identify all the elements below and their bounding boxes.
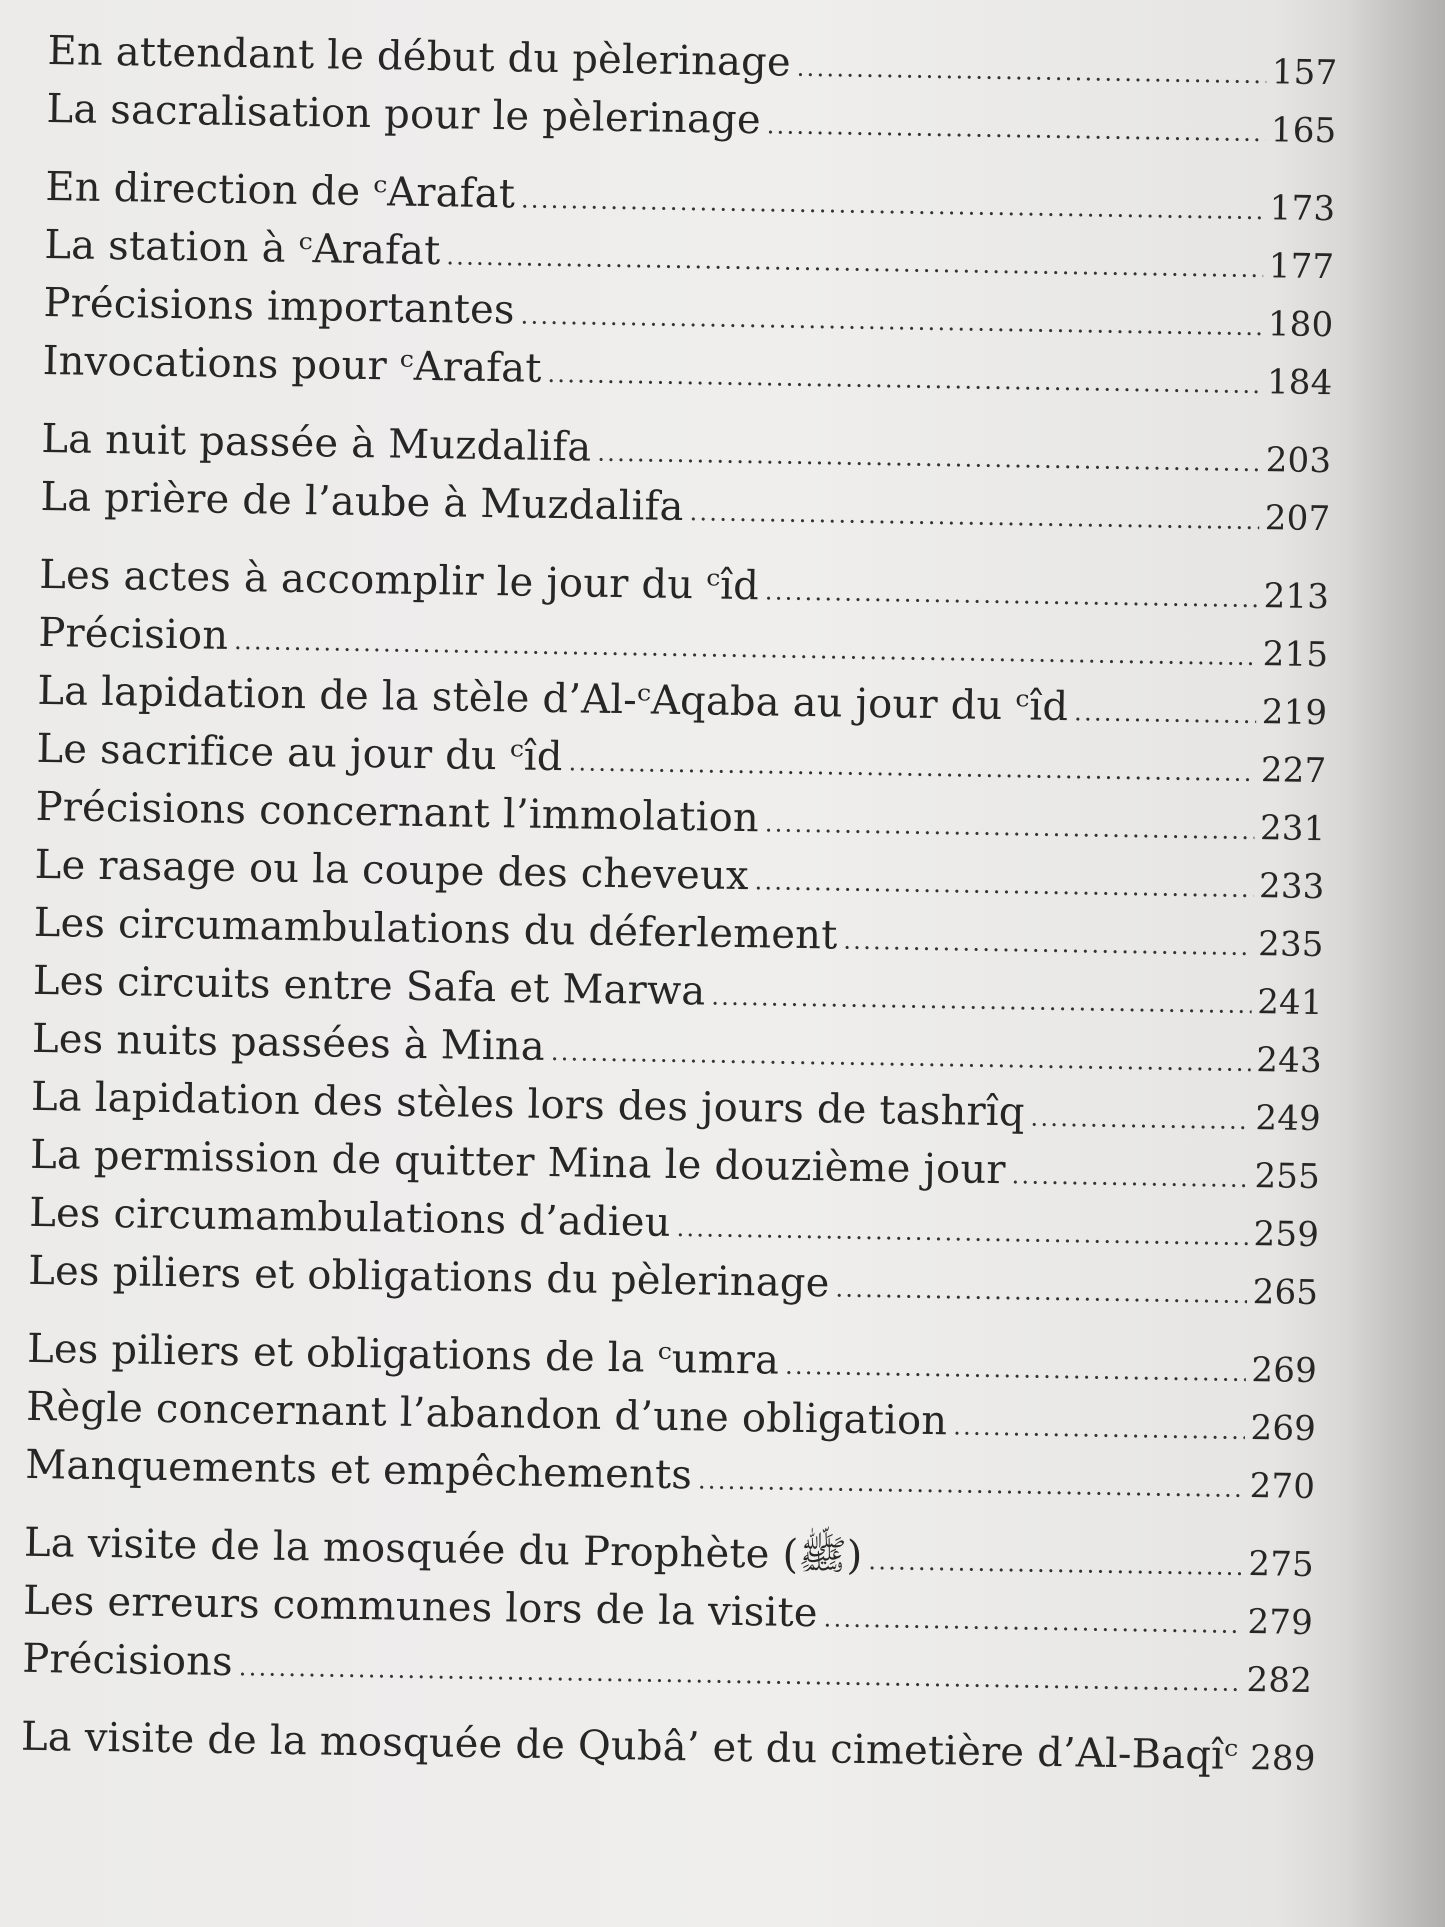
toc-section (28, 546, 1330, 1320)
toc-entry-title: Les piliers et obligations de la ᶜumra (26, 1325, 780, 1384)
toc-entry-page-number: 215 (1262, 634, 1329, 676)
dot-leader (953, 1397, 1245, 1460)
toc-entry-title: Le rasage ou la coupe des cheveux (34, 841, 750, 900)
toc-entry-page-number: 243 (1256, 1040, 1323, 1082)
dot-leader (766, 96, 1265, 162)
toc-entry-title: Précision (38, 609, 229, 659)
toc-entry-page-number: 173 (1269, 188, 1336, 230)
toc-entry-title: Les erreurs communes lors de la visite (22, 1577, 819, 1637)
dot-leader (698, 1451, 1245, 1518)
dot-leader (764, 562, 1258, 628)
toc-entry-page-number: 231 (1259, 808, 1326, 850)
table-of-contents (20, 22, 1338, 1806)
toc-entry-title: Les nuits passées à Mina (31, 1015, 546, 1070)
toc-section (40, 410, 1332, 546)
toc-entry-title: Les piliers et obligations du pèlerinage (28, 1247, 830, 1307)
toc-entry-page-number: 203 (1265, 440, 1332, 482)
dot-leader (764, 794, 1254, 860)
dot-leader (711, 968, 1252, 1034)
toc-entry-page-number: 249 (1255, 1098, 1322, 1140)
toc-entry-page-number: 157 (1271, 52, 1338, 94)
toc-section (25, 1320, 1318, 1514)
toc-entry-title: Le sacrifice au jour du ᶜîd (36, 725, 564, 781)
toc-entry-title: La visite de la mosquée du Prophète (ﷺ) (23, 1519, 863, 1579)
dot-leader (843, 912, 1253, 976)
toc-entry-page-number: 213 (1263, 576, 1330, 618)
toc-entry-page-number: 275 (1248, 1544, 1315, 1586)
dot-leader (868, 1532, 1243, 1596)
toc-entry-title: Règle concernant l’abandon d’une obligation (25, 1383, 948, 1445)
dot-leader (1011, 1146, 1249, 1208)
toc-entry-page-number: 219 (1261, 692, 1328, 734)
toc-entry-page-number: 289 (1249, 1738, 1316, 1780)
dot-leader (689, 483, 1259, 550)
toc-entry-page-number: 269 (1250, 1408, 1317, 1450)
dot-leader (597, 424, 1260, 492)
toc-entry-page-number: 165 (1270, 110, 1337, 152)
toc-entry-page-number: 259 (1253, 1214, 1320, 1256)
toc-entry-page-number: 255 (1254, 1156, 1321, 1198)
toc-entry-page-number: 207 (1264, 498, 1331, 540)
toc-entry-page-number: 235 (1257, 924, 1324, 966)
page-edge-shadow (1345, 0, 1445, 1927)
toc-entry-page-number: 177 (1268, 246, 1335, 288)
toc-entry-title: En attendant le début du pèlerinage (47, 27, 792, 86)
dot-leader (1074, 683, 1257, 744)
toc-section (42, 158, 1335, 410)
toc-entry (20, 1708, 1316, 1786)
dot-leader (1030, 1089, 1250, 1150)
toc-entry-page-number: 233 (1258, 866, 1325, 908)
toc-entry-page-number: 227 (1260, 750, 1327, 792)
toc-section (20, 1708, 1316, 1786)
toc-entry-page-number: 282 (1246, 1660, 1313, 1702)
dot-leader (835, 1260, 1247, 1324)
toc-entry-title: Les actes à accomplir le jour du ᶜîd (38, 551, 760, 610)
toc-section (22, 1514, 1315, 1708)
dot-leader (823, 1589, 1242, 1654)
toc-entry-title: Manquements et empêchements (24, 1441, 693, 1499)
toc-entry-title: En direction de ᶜArafat (45, 163, 516, 218)
toc-entry-title: La prière de l’aube à Muzdalifa (40, 473, 685, 531)
toc-entry-page-number: 269 (1251, 1350, 1318, 1392)
toc-entry-title: La sacralisation pour le pèlerinage (46, 85, 762, 144)
dot-leader (1244, 1732, 1245, 1790)
toc-entry-title: La station à ᶜArafat (44, 221, 441, 275)
toc-entry-title: Invocations pour ᶜArafat (42, 337, 542, 392)
toc-entry-page-number: 184 (1266, 362, 1333, 404)
toc-section (46, 22, 1338, 158)
toc-entry-title: La visite de la mosquée de Qubâ’ et du cimetière d’Al-Baqîᶜ (20, 1713, 1239, 1779)
toc-entry-page-number: 180 (1267, 304, 1334, 346)
toc-entry-title: La lapidation des stèles lors des jours de tashrîq (30, 1073, 1025, 1136)
toc-entry-page-number: 279 (1247, 1602, 1314, 1644)
toc-entry-page-number: 265 (1252, 1272, 1319, 1314)
toc-entry-page-number: 270 (1249, 1466, 1316, 1508)
toc-entry-title: La permission de quitter Mina le douzième jour (29, 1131, 1007, 1194)
toc-entry-title: Précisions (21, 1635, 234, 1686)
dot-leader (547, 345, 1261, 414)
toc-entry-title: La nuit passée à Muzdalifa (41, 415, 592, 471)
toc-entry-title: La lapidation de la stèle d’Al-ᶜAqaba au jour du ᶜîd (37, 667, 1069, 731)
toc-entry-title: Les circuits entre Safa et Marwa (32, 957, 706, 1015)
toc-entry-title: Les circumambulations du déferlement (33, 899, 838, 959)
toc-entry-title: Les circumambulations d’adieu (28, 1189, 672, 1246)
toc-entry-page-number: 241 (1256, 982, 1324, 1024)
toc-entry-title: Précisions importantes (43, 279, 516, 334)
dot-leader (796, 39, 1266, 104)
toc-entry-title: Précisions concernant l’immolation (35, 783, 760, 842)
